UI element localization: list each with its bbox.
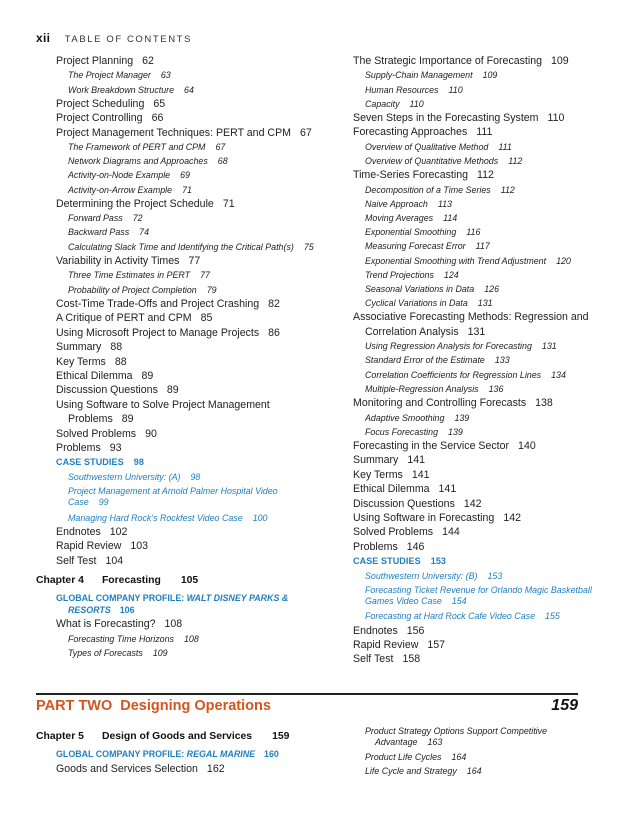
page-number: 109	[482, 70, 498, 81]
part-title	[36, 698, 271, 714]
entry-title: Goods and Services Selection	[56, 762, 198, 775]
page-number: 114	[443, 213, 458, 224]
entry-title: Forecasting in the Service Sector	[353, 439, 510, 452]
toc-entry[interactable]	[333, 310, 613, 339]
page-number: 108	[183, 633, 199, 644]
page-header	[36, 29, 192, 43]
page-number: 155	[545, 611, 560, 622]
toc-entry[interactable]	[36, 617, 318, 631]
entry-title: The Strategic Importance of Forecasting	[353, 55, 543, 67]
page-number: 164	[451, 751, 467, 762]
toc-subentry[interactable]	[36, 140, 318, 154]
entry-title: Time-Series Forecasting	[353, 169, 468, 182]
toc-entry[interactable]	[333, 638, 613, 652]
page-number: 89	[141, 369, 154, 382]
page-number: 140	[518, 439, 536, 452]
toc-entry[interactable]	[333, 511, 613, 525]
entry-title: Naive Approach	[365, 198, 428, 209]
page-number: 67	[215, 142, 226, 153]
page-number: 90	[145, 427, 157, 440]
toc-entry[interactable]	[333, 652, 613, 666]
entry-title: Three Time Estimates in PERT	[68, 270, 191, 281]
page-number: 159	[272, 731, 290, 742]
page-number: 112	[500, 184, 515, 195]
chapter-title: Design of Goods and Services	[101, 731, 253, 742]
toc-subentry[interactable]	[333, 254, 613, 268]
entry-title: Discussion Questions	[56, 384, 158, 397]
entry-title: Ethical Dilemma	[353, 483, 430, 496]
page-number: 131	[477, 298, 493, 309]
page-number: 110	[547, 112, 565, 125]
toc-entry[interactable]	[36, 297, 318, 311]
toc-subentry[interactable]	[333, 296, 613, 310]
entry-title: Forecasting at Hard Rock Cafe Video Case	[365, 611, 536, 622]
toc-subentry[interactable]	[36, 632, 318, 646]
entry-title: Moving Averages	[365, 213, 434, 224]
toc-subentry[interactable]	[333, 268, 613, 282]
page-number: 141	[438, 483, 457, 496]
page-number: 120	[556, 255, 571, 266]
toc-subentry[interactable]	[36, 268, 318, 282]
page-number: 110	[448, 84, 463, 95]
entry-title: Rapid Review	[56, 540, 122, 553]
entry-title: Backward Pass	[68, 227, 130, 238]
toc-subentry[interactable]	[36, 646, 318, 660]
page-number: 75	[303, 241, 314, 252]
page-number: 142	[463, 497, 482, 510]
toc-subentry[interactable]	[36, 68, 318, 82]
toc-entry[interactable]	[333, 168, 613, 182]
toc-subentry[interactable]	[36, 183, 318, 197]
toc-entry[interactable]	[36, 340, 318, 354]
toc-entry[interactable]	[333, 396, 613, 410]
case-study-entry[interactable]	[36, 470, 318, 484]
entry-title: Probability of Project Completion	[68, 284, 197, 295]
entry-title: Exponential Smoothing	[365, 227, 457, 238]
toc-entry[interactable]	[36, 539, 318, 553]
entry-title: Project Planning	[56, 55, 134, 67]
chapter-title: Forecasting	[101, 574, 161, 586]
page-number: 139	[454, 412, 470, 423]
entry-title: Multiple-Regression Analysis	[365, 383, 479, 394]
page-number: 116	[466, 227, 481, 238]
entry-title: Standard Error of the Estimate	[365, 355, 485, 366]
entry-title: Using Regression Analysis for Forecasting	[365, 341, 532, 352]
page-number: 136	[488, 383, 504, 394]
entry-title: Trend Projections	[365, 269, 434, 280]
case-studies-heading[interactable]	[36, 455, 318, 470]
toc-subentry[interactable]	[36, 83, 318, 97]
part-heading	[36, 693, 578, 721]
entry-title: Associative Forecasting Methods: Regression and Correlation Analysis	[353, 311, 589, 338]
toc-entry[interactable]	[333, 453, 613, 467]
page-number: 63	[160, 70, 171, 81]
entry-title: Human Resources	[365, 84, 439, 95]
case-study-entry[interactable]	[36, 484, 318, 510]
entry-title: Exponential Smoothing with Trend Adjustment	[365, 255, 547, 266]
page-number: 142	[503, 511, 522, 524]
toc-entry[interactable]	[333, 497, 613, 511]
toc-subentry[interactable]	[36, 240, 318, 254]
entry-title: The Project Manager	[68, 70, 151, 81]
entry-title: Project Scheduling	[56, 97, 145, 110]
entry-title: Summary	[56, 341, 102, 354]
toc-entry[interactable]	[36, 383, 318, 397]
page-number: 124	[443, 269, 459, 280]
entry-title: CASE STUDIES	[56, 457, 124, 468]
entry-title: Project Controlling	[56, 112, 143, 125]
entry-title: Managing Hard Rock's Rockfest Video Case	[68, 512, 243, 523]
page-number: 105	[180, 574, 199, 586]
toc-subentry[interactable]	[333, 211, 613, 225]
chapter-heading[interactable]	[36, 574, 318, 588]
page-number: 156	[406, 624, 425, 637]
page-number: 98	[133, 457, 144, 468]
page-number: 102	[109, 525, 128, 538]
page-number: 108	[164, 618, 183, 631]
toc-right-column	[333, 54, 613, 667]
entry-title: A Critique of PERT and CPM	[56, 312, 192, 325]
entry-title: Work Breakdown Structure	[68, 84, 175, 95]
toc-entry[interactable]	[36, 355, 318, 369]
page-number: 99	[98, 497, 109, 508]
entry-title: Ethical Dilemma	[56, 369, 133, 382]
part-label: PART TWO	[36, 698, 113, 714]
page-number: 67	[299, 126, 312, 139]
toc-entry[interactable]	[36, 427, 318, 441]
entry-title: Summary	[353, 454, 399, 467]
toc-subentry[interactable]	[333, 368, 613, 382]
toc-entry[interactable]	[333, 125, 613, 139]
entry-title: Southwestern University: (A)	[68, 471, 181, 482]
toc-subentry[interactable]	[333, 382, 613, 396]
entry-title: Discussion Questions	[353, 497, 455, 510]
part-rule	[36, 693, 578, 695]
global-company-profile-entry[interactable]	[36, 591, 318, 617]
page-number: 112	[477, 169, 494, 182]
toc-subentry[interactable]	[333, 339, 613, 353]
entry-title: Capacity	[365, 98, 400, 109]
page-number: 64	[184, 84, 194, 95]
page-number: 141	[407, 454, 426, 467]
page-number: 117	[475, 241, 490, 252]
toc-subentry[interactable]	[333, 83, 613, 97]
entry-title: Solved Problems	[353, 526, 434, 539]
toc-subentry[interactable]	[333, 724, 613, 750]
page-number: 69	[180, 170, 190, 181]
case-study-entry[interactable]	[333, 583, 613, 609]
page-number: 139	[448, 426, 463, 437]
entry-title: Seasonal Variations in Data	[365, 284, 475, 295]
toc-entry[interactable]	[36, 254, 318, 268]
case-studies-heading[interactable]	[333, 554, 613, 569]
toc-bottom-left-column	[36, 724, 318, 776]
page-number: 88	[110, 341, 123, 354]
page-number: 163	[427, 737, 443, 748]
page-number: 104	[105, 554, 124, 567]
entry-title: Problems	[56, 441, 101, 454]
entry-title: Endnotes	[353, 624, 398, 637]
page-number: 98	[190, 471, 201, 482]
toc-subentry[interactable]	[36, 283, 318, 297]
page-number: 126	[484, 284, 500, 295]
page-number: 89	[121, 413, 134, 426]
toc-subentry[interactable]	[333, 140, 613, 154]
entry-title: Rapid Review	[353, 638, 419, 651]
entry-title: Product Life Cycles	[365, 751, 442, 762]
page-number: 71	[222, 197, 235, 210]
entry-title: Cyclical Variations in Data	[365, 298, 468, 309]
page-number: 93	[109, 441, 122, 454]
page-number: 103	[130, 540, 149, 553]
page-number: 77	[188, 255, 201, 268]
toc-entry[interactable]	[333, 439, 613, 453]
entry-title: Using Microsoft Project to Manage Projects	[56, 326, 260, 339]
page-number: 109	[152, 647, 168, 658]
entry-title: What is Forecasting?	[56, 618, 156, 631]
toc-entry[interactable]	[36, 97, 318, 111]
page-number: 100	[252, 512, 268, 523]
page-number: 89	[166, 384, 179, 397]
page-number: 113	[437, 198, 452, 209]
page-number: 62	[142, 55, 154, 67]
toc-entry[interactable]	[333, 525, 613, 539]
toc-entry[interactable]	[36, 369, 318, 383]
case-study-entry[interactable]	[333, 609, 613, 623]
entry-title: Overview of Qualitative Method	[365, 141, 489, 152]
entry-title: Focus Forecasting	[365, 426, 439, 437]
page-number: 68	[217, 156, 228, 167]
entry-title: Variability in Activity Times	[56, 255, 180, 268]
page-number: 131	[467, 325, 486, 338]
toc-subentry[interactable]	[36, 225, 318, 239]
page-number: 144	[442, 526, 460, 539]
page-number: 106	[119, 604, 135, 615]
page-number: 112	[508, 156, 523, 167]
entry-title: Self Test	[56, 554, 97, 567]
page-number: 162	[206, 762, 225, 775]
toc-entry[interactable]	[36, 311, 318, 325]
entry-title: Self Test	[353, 653, 394, 666]
entry-title: Key Terms	[56, 355, 106, 368]
page-number: 153	[487, 570, 503, 581]
page-number: 88	[114, 355, 127, 368]
page-number: 164	[466, 766, 482, 777]
entry-title: Forecasting Approaches	[353, 126, 468, 139]
page-number: 133	[494, 355, 510, 366]
entry-title: Monitoring and Controlling Forecasts	[353, 397, 527, 410]
profile-label: GLOBAL COMPANY PROFILE:	[56, 749, 185, 759]
chapter-heading[interactable]	[36, 730, 318, 744]
entry-title: Correlation Coefficients for Regression Lines	[365, 369, 542, 380]
entry-title: Types of Forecasts	[68, 647, 143, 658]
page-number: 82	[268, 297, 280, 310]
chapter-label: Chapter 5	[36, 731, 84, 742]
case-study-entry[interactable]	[36, 511, 318, 525]
page-number: 74	[139, 227, 150, 238]
entry-title: Activity-on-Node Example	[68, 170, 171, 181]
page-number: 110	[409, 98, 424, 109]
toc-subentry[interactable]	[333, 353, 613, 367]
toc-entry[interactable]	[36, 54, 318, 68]
entry-title: Forecasting Time Horizons	[68, 633, 174, 644]
entry-title: Endnotes	[56, 525, 101, 538]
toc-entry[interactable]	[333, 468, 613, 482]
page-number: 79	[206, 284, 217, 295]
toc-subentry[interactable]	[36, 168, 318, 182]
page-number: 153	[430, 556, 447, 567]
entry-title: Forward Pass	[68, 213, 123, 224]
entry-title: Project Management Techniques: PERT and CPM	[56, 126, 291, 139]
toc-entry[interactable]	[333, 482, 613, 496]
entry-title: Using Software to Solve Project Management Problems	[56, 398, 270, 426]
page-number: 158	[402, 653, 421, 666]
running-title: TABLE OF CONTENTS	[64, 34, 193, 45]
page-number: 146	[406, 540, 425, 553]
toc-subentry[interactable]	[333, 97, 613, 111]
toc-subentry[interactable]	[333, 239, 613, 253]
profile-label: GLOBAL COMPANY PROFILE:	[56, 592, 185, 603]
toc-entry[interactable]	[36, 441, 318, 455]
toc-entry[interactable]	[36, 554, 318, 568]
toc-subentry[interactable]	[333, 282, 613, 296]
toc-subentry[interactable]	[333, 197, 613, 211]
profile-company: WALT DISNEY PARKS & RESORTS	[68, 592, 289, 615]
toc-entry[interactable]	[36, 126, 318, 140]
page-number: 109	[551, 55, 569, 67]
toc-subentry[interactable]	[333, 68, 613, 82]
profile-company: REGAL MARINE	[186, 749, 256, 759]
entry-title: Seven Steps in the Forecasting System	[353, 112, 539, 125]
chapter-label: Chapter 4	[36, 574, 84, 586]
toc-subentry[interactable]	[36, 211, 318, 225]
entry-title: Measuring Forecast Error	[365, 241, 466, 252]
page-number: 71	[182, 184, 192, 195]
entry-title: Solved Problems	[56, 427, 137, 440]
toc-subentry[interactable]	[333, 425, 613, 439]
page-number: 111	[476, 126, 493, 139]
toc-entry[interactable]	[333, 540, 613, 554]
page-number: 86	[268, 326, 280, 339]
entry-title: Forecasting Ticket Revenue for Orlando Magic Basketball Games Video Case	[365, 584, 592, 607]
part-name: Designing Operations	[120, 698, 271, 714]
page-number: 77	[200, 270, 210, 281]
page-number: 138	[535, 397, 553, 410]
toc-entry[interactable]	[36, 197, 318, 211]
global-company-profile-entry[interactable]	[36, 747, 318, 762]
page-number: 85	[200, 312, 213, 325]
toc-entry[interactable]	[36, 762, 318, 776]
toc-subentry[interactable]	[333, 411, 613, 425]
entry-title: Network Diagrams and Approaches	[68, 156, 208, 167]
toc-entry[interactable]	[36, 398, 318, 427]
entry-title: CASE STUDIES	[353, 556, 421, 567]
toc-subentry[interactable]	[333, 225, 613, 239]
entry-title: Problems	[353, 540, 398, 553]
toc-subentry[interactable]	[333, 764, 613, 778]
part-page-number: 159	[551, 697, 578, 714]
entry-title: Determining the Project Schedule	[56, 197, 214, 210]
toc-entry[interactable]	[36, 111, 318, 125]
toc-subentry[interactable]	[333, 183, 613, 197]
toc-entry[interactable]	[36, 525, 318, 539]
page-number: 65	[153, 97, 166, 110]
toc-subentry[interactable]	[333, 154, 613, 168]
entry-title: Southwestern University: (B)	[365, 570, 478, 581]
entry-title: Decomposition of a Time Series	[365, 184, 491, 195]
entry-title: Calculating Slack Time and Identifying the Critical Path(s)	[68, 241, 294, 252]
page-number: 111	[498, 141, 512, 152]
entry-title: Overview of Quantitative Methods	[365, 156, 499, 167]
case-study-entry[interactable]	[333, 569, 613, 583]
page-number: 134	[551, 369, 566, 380]
page-number: 66	[151, 112, 164, 125]
entry-title: Project Management at Arnold Palmer Hospital Video Case	[68, 486, 278, 508]
page-number: 72	[132, 213, 143, 224]
entry-title: Cost-Time Trade-Offs and Project Crashing	[56, 297, 260, 310]
toc-subentry[interactable]	[333, 750, 613, 764]
page-number: 160	[264, 749, 279, 759]
entry-title: Key Terms	[353, 468, 403, 481]
entry-title: Supply-Chain Management	[365, 70, 473, 81]
page-number: xii	[36, 31, 51, 45]
toc-entry[interactable]	[333, 624, 613, 638]
page-number: 157	[427, 638, 446, 651]
page-number: 141	[411, 468, 430, 481]
toc-entry[interactable]	[333, 111, 613, 125]
entry-title: Product Strategy Options Support Competitive Advantage	[365, 726, 548, 748]
toc-bottom-right-column	[333, 724, 613, 778]
toc-entry[interactable]	[333, 54, 613, 68]
entry-title: The Framework of PERT and CPM	[68, 142, 206, 153]
entry-title: Activity-on-Arrow Example	[68, 184, 173, 195]
toc-subentry[interactable]	[36, 154, 318, 168]
entry-title: Using Software in Forecasting	[353, 511, 495, 524]
toc-left-column	[36, 54, 318, 660]
toc-entry[interactable]	[36, 326, 318, 340]
page-number: 131	[541, 341, 557, 352]
page-number: 154	[451, 596, 467, 607]
entry-title: Life Cycle and Strategy	[365, 766, 457, 777]
entry-title: Adaptive Smoothing	[365, 412, 445, 423]
